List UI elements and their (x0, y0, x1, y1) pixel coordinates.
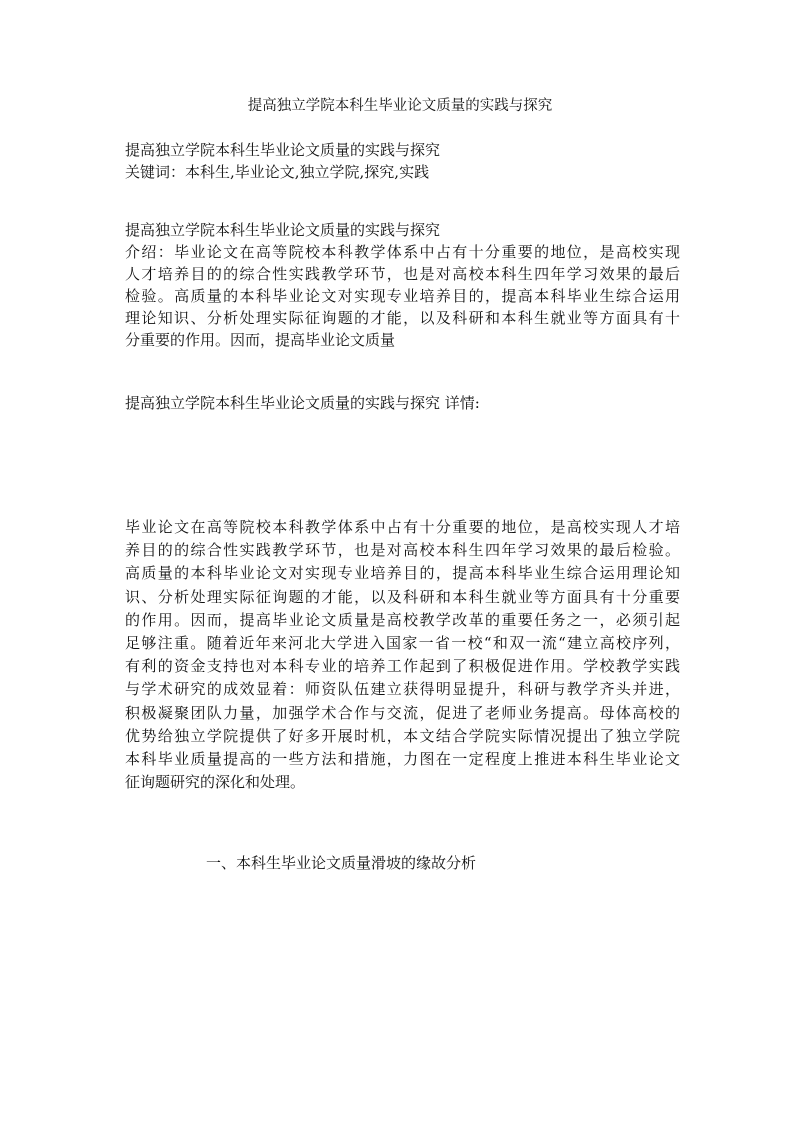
details-label-block (125, 392, 680, 414)
body-paragraph (125, 516, 680, 794)
body-line: 积极凝聚团队力量，加强学术合作与交流，促进了老师业务提高。母体高校的 (125, 703, 680, 722)
intro-line: 理论知识、分析处理实际征询题的才能，以及科研和本科生就业等方面具有十 (125, 309, 680, 327)
body-line: 本科毕业质量提高的一些方法和措施，力图在一定程度上推进本科生毕业论文 (125, 750, 680, 769)
intro-line: 检验。高质量的本科毕业论文对实现专业培养目的，提高本科毕业生综合运用 (125, 287, 680, 305)
intro-title: 提高独立学院本科生毕业论文质量的实践与探究 (125, 221, 441, 239)
body-line: 征询题研究的深化和处理。 (125, 773, 306, 792)
body-line: 高质量的本科毕业论文对实现专业培养目的，提高本科毕业生综合运用理论知 (125, 564, 680, 583)
intro-line: 分重要的作用。因而，提高毕业论文质量 (125, 331, 396, 349)
intro-line: 人才培养目的的综合性实践教学环节，也是对高校本科生四年学习效果的最后 (125, 265, 680, 283)
body-line: 足够注重。随着近年来河北大学进入国家一省一校“和双一流“建立高校序列， (125, 634, 680, 653)
body-line: 优势给独立学院提供了好多开展时机，本文结合学院实际情况提出了独立学院 (125, 726, 680, 745)
body-line: 识、分析处理实际征询题的才能，以及科研和本科生就业等方面具有十分重要 (125, 587, 680, 606)
intro-block (125, 219, 680, 351)
body-line: 毕业论文在高等院校本科教学体系中占有十分重要的地位，是高校实现人才培 (125, 518, 680, 536)
body-line: 有利的资金支持也对本科专业的培养工作起到了积极促进作用。学校教学实践 (125, 657, 680, 676)
intro-line: 介绍：毕业论文在高等院校本科教学体系中占有十分重要的地位，是高校实现 (125, 243, 680, 261)
body-line: 与学术研究的成效显着：师资队伍建立获得明显提升，科研与教学齐头并进， (125, 680, 680, 699)
section-heading: 一、本科生毕业论文质量滑坡的缘故分析 (206, 854, 477, 872)
body-line: 的作用。因而，提高毕业论文质量是高校教学改革的重要任务之一，必须引起 (125, 610, 680, 629)
keywords-line: 关键词：本科生,毕业论文,独立学院,探究,实践 (125, 163, 430, 181)
document-title: 提高独立学院本科生毕业论文质量的实践与探究 (247, 98, 553, 114)
body-line: 养目的的综合性实践教学环节，也是对高校本科生四年学习效果的最后检验。 (125, 541, 680, 560)
header-block (125, 139, 680, 183)
header-title: 提高独立学院本科生毕业论文质量的实践与探究 (125, 141, 441, 159)
details-label: 提高独立学院本科生毕业论文质量的实践与探究 详情: (125, 394, 480, 412)
